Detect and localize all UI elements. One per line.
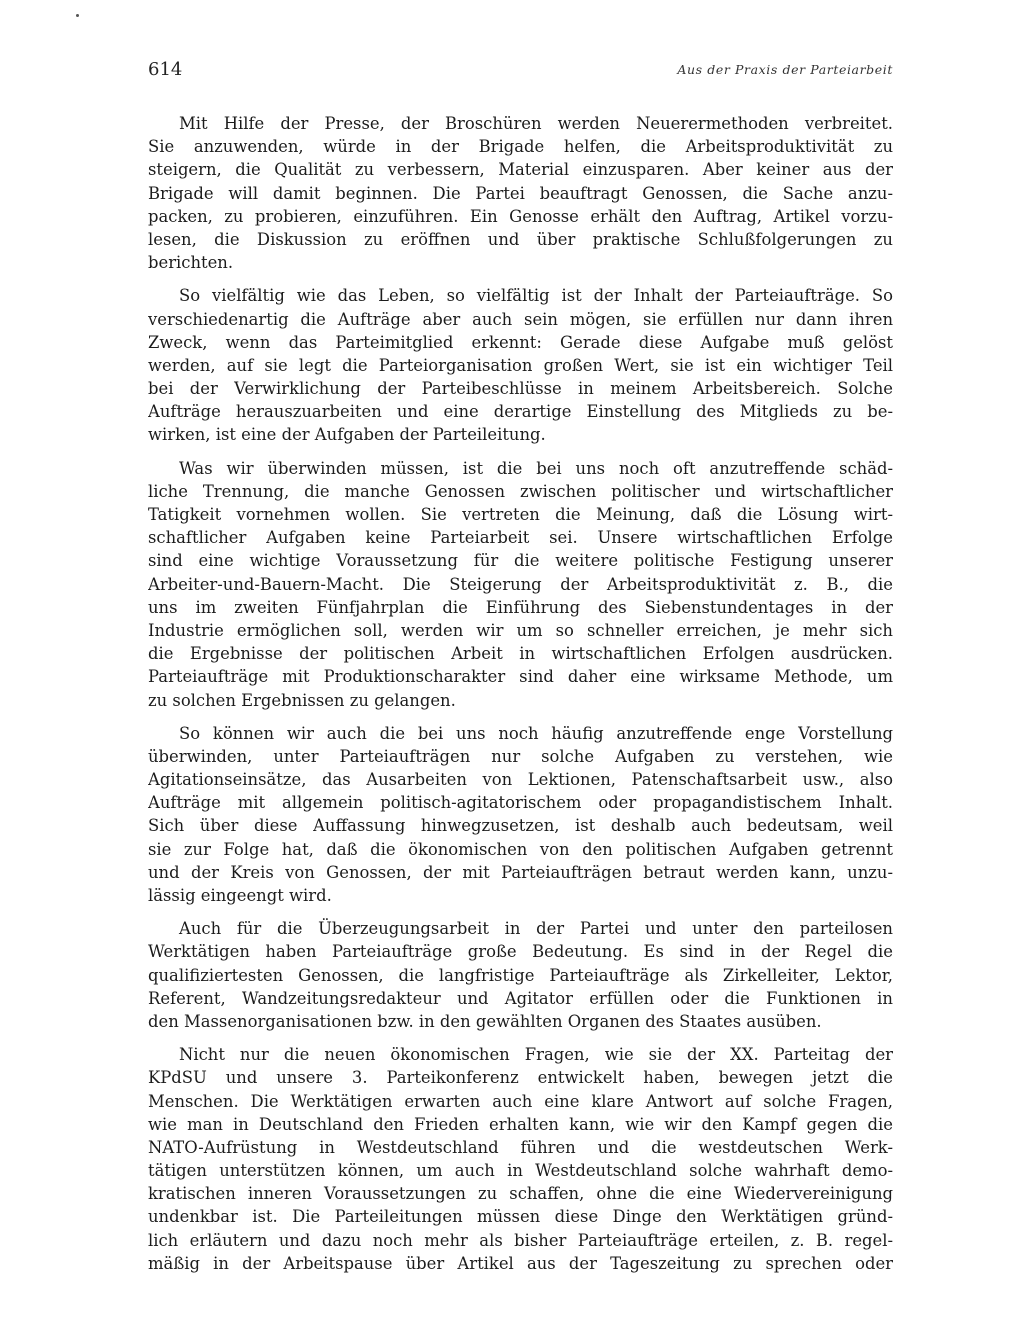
paragraph <box>148 457 893 712</box>
text-line: Brigade will damit beginnen. Die Partei beauftragt Genossen, die Sache anzu- <box>148 183 893 203</box>
text-line: berichten. <box>148 253 234 273</box>
text-line: lich erläutern und dazu noch mehr als bisher Parteiaufträge erteilen, z. B. regel- <box>148 1230 893 1250</box>
text-line: Aufträge herauszuarbeiten und eine derartige Einstellung des Mitglieds zu be- <box>148 402 893 422</box>
text-line: uns im zweiten Fünfjahrplan die Einführung des Siebenstundentages in der <box>148 597 893 617</box>
text-line: und der Kreis von Genossen, der mit Parteiaufträgen betraut werden kann, unzu- <box>148 862 893 882</box>
text-line: So vielfältig wie das Leben, so vielfältig ist der Inhalt der Parteiaufträge. So <box>179 286 893 306</box>
text-line: liche Trennung, die manche Genossen zwischen politischer und wirtschaftlicher <box>148 481 893 501</box>
text-line: undenkbar ist. Die Parteileitungen müssen diese Dinge den Werktätigen gründ- <box>148 1207 893 1227</box>
text-line: Industrie ermöglichen soll, werden wir um so schneller erreichen, je mehr sich <box>148 620 893 640</box>
text-line: Aufträge mit allgemein politisch-agitatorischem oder propagandistischem Inhalt. <box>148 793 893 813</box>
text-line: Agitationseinsätze, das Ausarbeiten von Lektionen, Patenschaftsarbeit usw., also <box>148 770 893 790</box>
text-line: steigern, die Qualität zu verbessern, Material einzusparen. Aber keiner aus der <box>148 160 893 180</box>
text-line: wirken, ist eine der Aufgaben der Parteileitung. <box>148 425 546 445</box>
text-line: mäßig in der Arbeitspause über Artikel aus der Tageszeitung zu sprechen oder <box>148 1253 893 1273</box>
text-line: Zweck, wenn das Parteimitglied erkennt: Gerade diese Aufgabe muß gelöst <box>148 332 893 352</box>
text-line: Werktätigen haben Parteiaufträge große Bedeutung. Es sind in der Regel die <box>148 942 893 962</box>
text-line: sie zur Folge hat, daß die ökonomischen von den politischen Aufgaben getrennt <box>148 839 893 859</box>
text-line: werden, auf sie legt die Parteiorganisation großen Wert, sie ist ein wichtiger Teil <box>148 355 893 375</box>
text-line: So können wir auch die bei uns noch häufig anzutreffende enge Vorstellung <box>179 723 893 743</box>
text-line: schaftlicher Aufgaben keine Parteiarbeit sei. Unsere wirtschaftlichen Erfolge <box>148 528 893 548</box>
text-line: KPdSU und unsere 3. Parteikonferenz entwickelt haben, bewegen jetzt die <box>148 1068 893 1088</box>
text-line: Sie anzuwenden, würde in der Brigade helfen, die Arbeitsproduktivität zu <box>148 137 893 157</box>
text-line: NATO-Aufrüstung in Westdeutschland führen und die westdeutschen Werk- <box>148 1137 893 1157</box>
text-line: wie man in Deutschland den Frieden erhalten kann, wie wir den Kampf gegen die <box>148 1114 893 1134</box>
body-text <box>148 112 893 1285</box>
paragraph <box>148 722 893 908</box>
text-line: überwinden, unter Parteiaufträgen nur solche Aufgaben zu verstehen, wie <box>148 746 893 766</box>
text-line: Menschen. Die Werktätigen erwarten auch eine klare Antwort auf solche Fragen, <box>148 1091 893 1111</box>
text-line: Sich über diese Auffassung hinwegzusetzen, ist deshalb auch bedeutsam, weil <box>148 816 893 836</box>
text-line: die Ergebnisse der politischen Arbeit in wirtschaftlichen Erfolgen ausdrücken. <box>148 644 893 664</box>
text-line: Arbeiter-und-Bauern-Macht. Die Steigerung der Arbeitsproduktivität z. B., die <box>148 574 893 594</box>
text-line: Parteiaufträge mit Produktionscharakter sind daher eine wirksame Methode, um <box>148 667 893 687</box>
paragraph <box>148 112 893 274</box>
paragraph <box>148 284 893 446</box>
text-line: Auch für die Überzeugungsarbeit in der Partei und unter den parteilosen <box>179 919 893 939</box>
text-line: den Massenorganisationen bzw. in den gewählten Organen des Staates ausüben. <box>148 1011 822 1031</box>
text-line: sind eine wichtige Voraussetzung für die weitere politische Festigung unserer <box>148 551 893 571</box>
paragraph <box>148 1043 893 1275</box>
text-line: Was wir überwinden müssen, ist die bei uns noch oft anzutreffende schäd- <box>179 458 893 478</box>
text-line: zu solchen Ergebnissen zu gelangen. <box>148 690 456 710</box>
text-line: tätigen unterstützen können, um auch in Westdeutschland solche wahrhaft demo- <box>148 1161 893 1181</box>
text-line: lässig eingeengt wird. <box>148 886 332 905</box>
text-line: packen, zu probieren, einzuführen. Ein Genosse erhält den Auftrag, Artikel vorzu- <box>148 206 893 226</box>
paragraph <box>148 917 893 1033</box>
page-header <box>148 58 893 84</box>
text-line: qualifiziertesten Genossen, die langfristige Parteiaufträge als Zirkelleiter, Lektor, <box>148 965 893 985</box>
text-line: lesen, die Diskussion zu eröffnen und über praktische Schlußfolgerungen zu <box>148 229 893 249</box>
text-line: kratischen inneren Voraussetzungen zu schaffen, ohne die eine Wiedervereinigung <box>148 1184 893 1204</box>
page-number: 614 <box>148 59 183 80</box>
text-line: bei der Verwirklichung der Parteibeschlüsse in meinem Arbeitsbereich. Solche <box>148 379 893 399</box>
text-line: verschiedenartig die Aufträge aber auch sein mögen, sie erfüllen nur dann ihren <box>148 309 893 329</box>
text-line: Mit Hilfe der Presse, der Broschüren werden Neuerermethoden verbreitet. <box>179 114 893 133</box>
text-line: Nicht nur die neuen ökonomischen Fragen, wie sie der XX. Parteitag der <box>179 1045 893 1065</box>
scan-speck <box>76 14 79 17</box>
text-line: Referent, Wandzeitungsredakteur und Agitator erfüllen oder die Funktionen in <box>148 988 893 1008</box>
running-head: Aus der Praxis der Parteiarbeit <box>677 62 893 77</box>
text-line: Tatigkeit vornehmen wollen. Sie vertreten die Meinung, daß die Lösung wirt- <box>148 505 893 524</box>
